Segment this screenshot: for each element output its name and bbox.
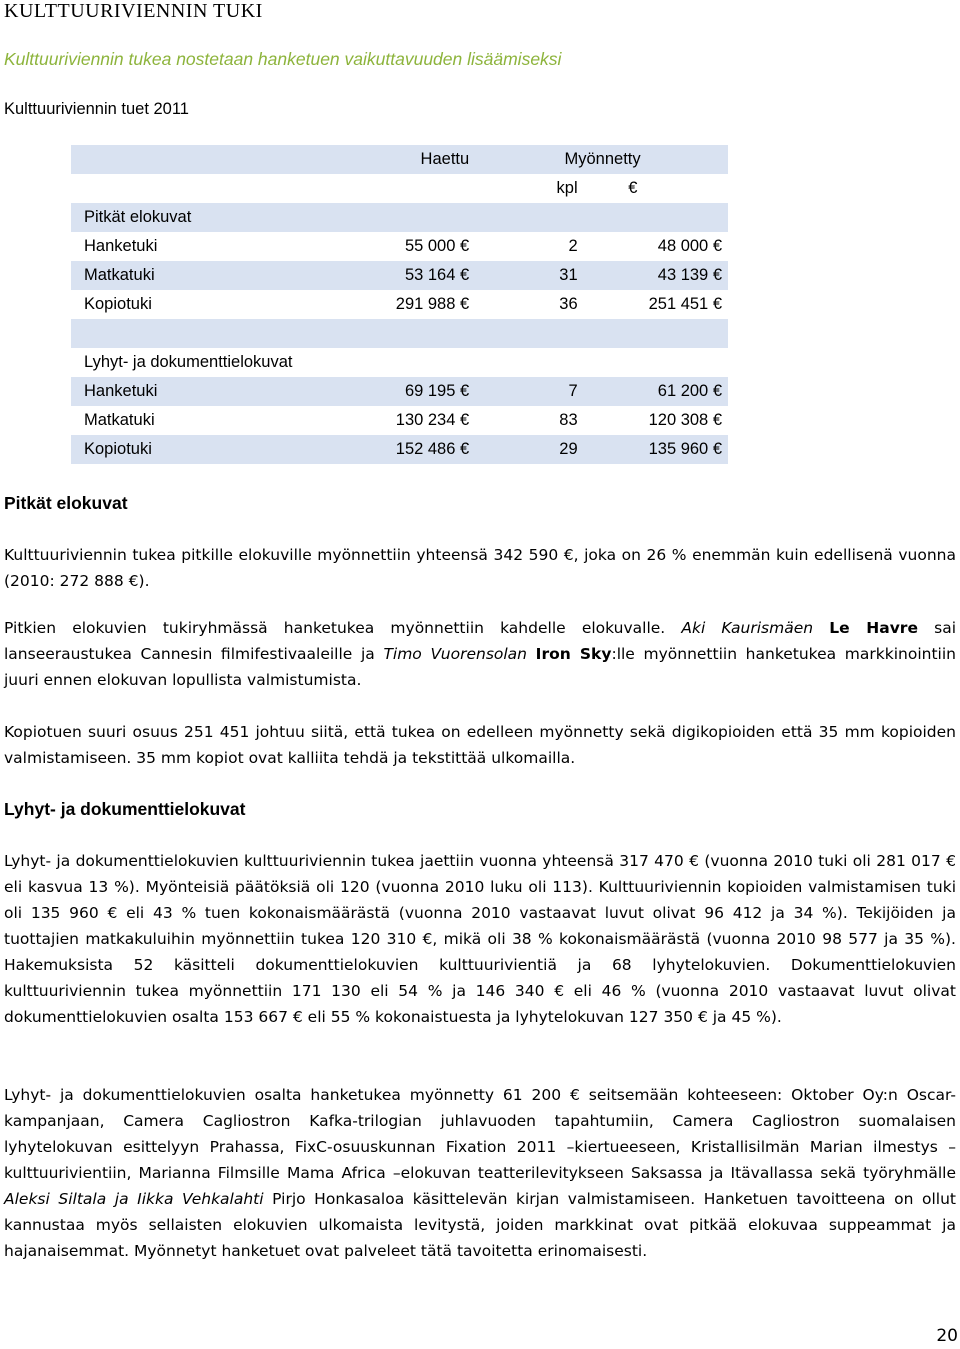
row-label: Matkatuki bbox=[71, 261, 333, 290]
text-run-italic: Aleksi Siltala ja Iikka Vehkalahti bbox=[4, 1190, 264, 1208]
text-run: Pitkien elokuvien tukiryhmässä hanketukea myönnettiin kahdelle elokuvalle. bbox=[4, 619, 682, 637]
table-spacer-row bbox=[71, 319, 728, 348]
table-row bbox=[71, 435, 728, 464]
cell-haettu: 69 195 € bbox=[333, 377, 477, 406]
paragraph-2 bbox=[4, 615, 956, 693]
cell-kpl: 31 bbox=[477, 261, 577, 290]
table-row bbox=[71, 232, 728, 261]
text-run bbox=[813, 619, 829, 637]
cell-eur: 135 960 € bbox=[578, 435, 728, 464]
row-label: Hanketuki bbox=[71, 377, 333, 406]
col-haettu: Haettu bbox=[333, 145, 477, 174]
cell-haettu: 291 988 € bbox=[333, 290, 477, 319]
text-run-bold: Iron Sky bbox=[535, 645, 612, 663]
table-caption: Kulttuuriviennin tuet 2011 bbox=[4, 100, 189, 118]
paragraph-1: Kulttuuriviennin tukea pitkille elokuville myönnettiin yhteensä 342 590 €, joka on 26 % enemmän kuin edellisenä vuonna (2010: 272 888 €). bbox=[4, 546, 956, 590]
paragraph-4: Lyhyt- ja dokumenttielokuvien kulttuuriviennin tukea jaettiin vuonna yhteensä 317 470 € (vuonna 2010 tuki oli 281 017 € eli kasvua 13 %). Myönteisiä päätöksiä oli 120 (vuonna 2010 luku oli 113). Kulttuuriviennin kopioiden valmistamisen tuki oli 135 960 € eli 43 % tuen kokonaismäärästä (vuonna 2010 vastaavat luvut olivat 96 412 ja 34 %). Tekijöiden ja tuottajien matkakuluihin myönnettiin tukea 120 310 €, mikä oli 38 % kokonaismäärästä (vuonna 2010 98 577 ja 35 %). Hakemuksista 52 käsitteli dokumenttielokuvien kulttuurivientiä ja 68 lyhytelokuvien. Dokumenttielokuvien kulttuuriviennin tukea myönnettiin 171 130 eli 54 % ja 146 340 € eli 46 % (vuonna 2010 vastaavat luvut olivat dokumenttielokuvien osalta 153 667 € eli 55 % kokonaistuesta ja lyhytelokuvan 127 350 € ja 45 %). bbox=[4, 852, 956, 1026]
table-subheader-row bbox=[71, 174, 728, 203]
col-kpl: kpl bbox=[477, 174, 577, 203]
cell-eur: 251 451 € bbox=[578, 290, 728, 319]
cell-haettu: 55 000 € bbox=[333, 232, 477, 261]
page-number: 20 bbox=[936, 1326, 958, 1346]
cell-eur: 120 308 € bbox=[578, 406, 728, 435]
col-eur: € bbox=[578, 174, 728, 203]
cell-eur: 48 000 € bbox=[578, 232, 728, 261]
support-table bbox=[71, 145, 728, 464]
col-myonnetty: Myönnetty bbox=[477, 145, 728, 174]
cell-kpl: 29 bbox=[477, 435, 577, 464]
text-run: sai lanseeraustukea Cannesin filmifestivaaleille ja bbox=[4, 619, 957, 663]
paragraph-5 bbox=[4, 1082, 956, 1264]
text-run: Pirjo Honkasaloa käsittelevän kirjan valmistamiseen. Hanketuen tavoitteena on ollut kannustaa myös sellaisten elokuvien ulkomaista levitystä, joiden markkinat ovat pitkää elokuvaa suppeammat ja hajanaisemmat. Myönnetyt hanketuet ovat palveleet tätä tavoitetta erinomaisesti. bbox=[4, 1190, 956, 1260]
paragraph-3: Kopiotuen suuri osuus 251 451 johtuu siitä, että tukea on edelleen myönnetty sekä digikopioiden että 35 mm kopioiden valmistamiseen. 35 mm kopiot ovat kalliita tehdä ja tekstittää ulkomailla. bbox=[4, 723, 956, 767]
cell-kpl: 36 bbox=[477, 290, 577, 319]
row-label: Kopiotuki bbox=[71, 290, 333, 319]
cell-haettu: 152 486 € bbox=[333, 435, 477, 464]
cell-kpl: 83 bbox=[477, 406, 577, 435]
text-run: Lyhyt- ja dokumenttielokuvien osalta hanketukea myönnetty 61 200 € seitsemään kohteeseen: Oktober Oy:n Oscar-kampanjaan, Camera Cagliostron Kafka-trilogian juhlavuoden tapahtumiin, Camera Cagliostron suomalaisen lyhytelokuvan esittelyyn Prahassa, FixC-osuuskunnan Fixation 2011 –kiertueeseen, Kristallisilmän Marian ilmestys –kulttuurivientiin, Marianna Filmsille Mama Africa –elokuvan teatterilevitykseen Saksassa ja Itävallassa sekä työryhmälle bbox=[4, 1086, 956, 1182]
group-title: Lyhyt- ja dokumenttielokuvat bbox=[71, 348, 333, 377]
text-run: :lle myönnettiin hanketukea markkinointiin juuri ennen elokuvan lopullista valmistumista. bbox=[4, 645, 956, 689]
heading-pitkat-elokuvat: Pitkät elokuvat bbox=[4, 493, 128, 513]
group-title: Pitkät elokuvat bbox=[71, 203, 333, 232]
cell-kpl: 2 bbox=[477, 232, 577, 261]
table-row bbox=[71, 406, 728, 435]
cell-haettu: 130 234 € bbox=[333, 406, 477, 435]
group-title-row bbox=[71, 348, 728, 377]
cell-haettu: 53 164 € bbox=[333, 261, 477, 290]
cell-kpl: 7 bbox=[477, 377, 577, 406]
table-header-row bbox=[71, 145, 728, 174]
subtitle: Kulttuuriviennin tukea nostetaan hanketuen vaikuttavuuden lisäämiseksi bbox=[4, 49, 562, 69]
row-label: Matkatuki bbox=[71, 406, 333, 435]
table-row bbox=[71, 377, 728, 406]
table-row bbox=[71, 261, 728, 290]
cell-eur: 43 139 € bbox=[578, 261, 728, 290]
section-title: KULTTUURIVIENNIN TUKI bbox=[4, 0, 263, 22]
text-run-italic: Aki Kaurismäen bbox=[681, 619, 814, 637]
text-run-italic: Timo Vuorensolan bbox=[383, 645, 528, 663]
heading-lyhyt-ja-dokumenttielokuvat: Lyhyt- ja dokumenttielokuvat bbox=[4, 799, 246, 819]
row-label: Hanketuki bbox=[71, 232, 333, 261]
table-row bbox=[71, 290, 728, 319]
text-run-bold: Le Havre bbox=[829, 619, 918, 637]
cell-eur: 61 200 € bbox=[578, 377, 728, 406]
text-run bbox=[527, 645, 536, 663]
group-title-row bbox=[71, 203, 728, 232]
row-label: Kopiotuki bbox=[71, 435, 333, 464]
